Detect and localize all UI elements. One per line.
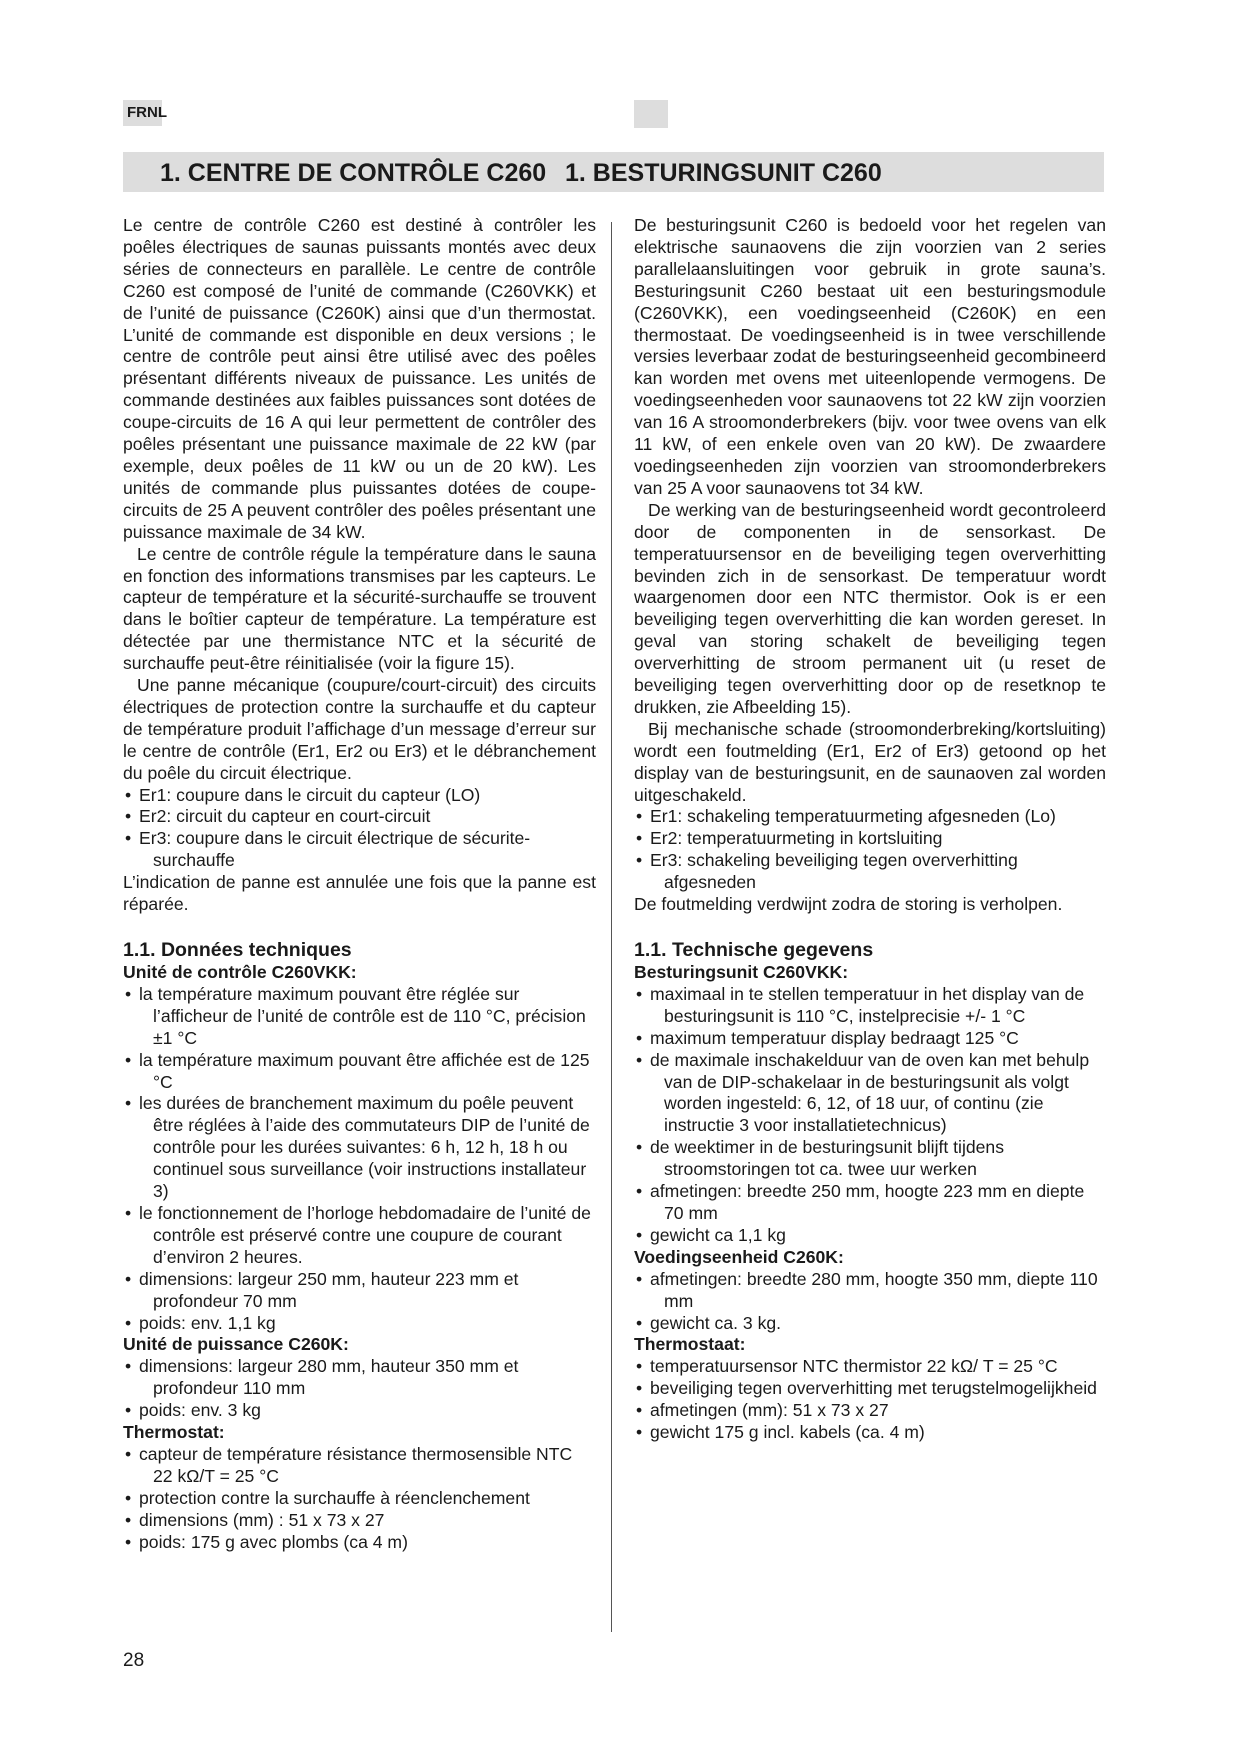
- list-item: • afmetingen: breedte 280 mm, hoogte 350 mm, diepte 110 mm: [634, 1269, 1106, 1313]
- error-item: • Er2: circuit du capteur en court-circuit: [123, 806, 596, 828]
- intro-paragraph: De besturingsunit C260 is bedoeld voor het regelen van elektrische saunaovens die zijn voorzien van 2 series parallelaansluitingen voor gebruik in grote sauna’s. Besturingsunit C260 bestaat uit een besturingsmodule (C260VKK), een voedingseenheid (C260K) en een thermostaat. De voedingseenheid is in twee verschillende versies leverbaar zodat de besturingseenheid gecombineerd kan worden met ovens met uiteenlopende vermogens. De voedingseenheden voor saunaovens tot 22 kW zijn voorzien van 16 A stroomonderbrekers (bijv. voor twee ovens van elk 11 kW, of een enkele oven van 20 kW). De zwaardere voedingseenheden zijn voorzien van stroomonderbrekers van 25 A voor saunaovens tot 34 kW.: [634, 215, 1106, 498]
- column-divider: [611, 222, 612, 1632]
- list-item: • les durées de branchement maximum du poêle peuvent être réglées à l’aide des commutateurs DIP de l’unité de contrôle pour les durées suivantes: 6 h, 12 h, 18 h ou continuel sous surveillance (voir instructions installateur 3): [123, 1093, 596, 1203]
- list-item: • protection contre la surchauffe à réenclenchement: [123, 1488, 596, 1510]
- list-item: • afmetingen: breedte 250 mm, hoogte 223 mm en diepte 70 mm: [634, 1181, 1106, 1225]
- list-item: • beveiliging tegen oververhitting met terugstelmogelijkheid: [634, 1378, 1106, 1400]
- list-item: • gewicht ca 1,1 kg: [634, 1225, 1106, 1247]
- dutch-column: [634, 215, 1106, 1444]
- power-unit-list: [123, 1356, 596, 1422]
- error-list: [634, 806, 1106, 894]
- power-unit-heading: Unité de puissance C260K:: [123, 1334, 349, 1355]
- fault-reset-paragraph: L’indication de panne est annulée une fois que la panne est réparée.: [123, 872, 596, 915]
- sensor-paragraph: De werking van de besturingseenheid wordt gecontroleerd door de componenten in de sensorkast. De temperatuursensor en de beveiliging tegen oververhitting bevinden zich in de sensorkast. De temperatuur wordt waargenomen door een NTC thermistor. Ook is er een beveiliging tegen oververhitting die kan worden gereset. In geval van storing schakelt de beveiliging tegen oververhitting de stroom permanent uit (u reset de beveiliging tegen oververhitting door op de resetknop te drukken, zie Afbeelding 15).: [634, 499, 1106, 717]
- control-unit-list: [634, 984, 1106, 1247]
- list-item: • dimensions: largeur 280 mm, hauteur 350 mm et profondeur 110 mm: [123, 1356, 596, 1400]
- error-item: • Er1: coupure dans le circuit du capteur (LO): [123, 785, 596, 807]
- intro-paragraph: Le centre de contrôle C260 est destiné à contrôler les poêles électriques de saunas puissants montés avec deux séries de connecteurs en parallèle. Le centre de contrôle C260 est composé de l’unité de commande (C260VKK) et de l’unité de puissance (C260K) ainsi que d’un thermostat. L’unité de commande est disponible en deux versions ; le centre de contrôle peut ainsi être utilisé avec des poêles présentant différents niveaux de puissance. Les unités de commande destinées aux faibles puissances sont dotées de coupe-circuits de 16 A qui leur permettent de contrôler des poêles présentant une puissance maximale de 22 kW (par exemple, deux poêles de 11 kW ou un de 20 kW). Les unités de commande plus puissantes dotées de coupe-circuits de 25 A peuvent contrôler des poêles présentant une puissance maximale de 34 kW.: [123, 215, 596, 542]
- thermostat-heading: Thermostaat:: [634, 1334, 746, 1355]
- page-number: 28: [123, 1650, 145, 1671]
- error-item: • Er3: coupure dans le circuit électrique de sécurite-surchauffe: [123, 828, 596, 872]
- list-item: • la température maximum pouvant être affichée est de 125 °C: [123, 1050, 596, 1094]
- list-item: • la température maximum pouvant être réglée sur l’afficheur de l’unité de contrôle est de 110 °C, précision ±1 °C: [123, 984, 596, 1050]
- list-item: • le fonctionnement de l’horloge hebdomadaire de l’unité de contrôle est préservé contre une coupure de courant d’environ 2 heures.: [123, 1203, 596, 1269]
- list-item: • dimensions (mm) : 51 x 73 x 27: [123, 1510, 596, 1532]
- list-item: • gewicht ca. 3 kg.: [634, 1313, 1106, 1335]
- power-unit-heading: Voedingseenheid C260K:: [634, 1246, 844, 1267]
- control-unit-list: [123, 984, 596, 1335]
- list-item: • de weektimer in de besturingsunit blijft tijdens stroomstoringen tot ca. twee uur werken: [634, 1137, 1106, 1181]
- page-title-nl: 1. BESTURINGSUNIT C260: [565, 159, 882, 187]
- list-item: • gewicht 175 g incl. kabels (ca. 4 m): [634, 1422, 1106, 1444]
- grey-marker: [634, 100, 668, 128]
- fault-paragraph: Bij mechanische schade (stroomonderbreking/kortsluiting) wordt een foutmelding (Er1, Er2 of Er3) getoond op het display van de besturingsunit, en de saunaoven zal worden uitgeschakeld.: [634, 718, 1106, 805]
- list-item: • poids: env. 3 kg: [123, 1400, 596, 1422]
- list-item: • de maximale inschakelduur van de oven kan met behulp van de DIP-schakelaar in de besturingsunit als volgt worden ingesteld: 6, 12, of 18 uur, of continu (zie instructie 3 voor installatietechnicus): [634, 1050, 1106, 1138]
- page-title-fr: 1. CENTRE DE CONTRÔLE C260: [160, 159, 547, 187]
- language-tag: FRNL: [123, 100, 162, 126]
- list-item: • capteur de température résistance thermosensible NTC 22 kΩ/T = 25 °C: [123, 1444, 596, 1488]
- fault-reset-paragraph: De foutmelding verdwijnt zodra de storing is verholpen.: [634, 894, 1063, 915]
- error-item: • Er2: temperatuurmeting in kortsluiting: [634, 828, 1106, 850]
- sensor-paragraph: Le centre de contrôle régule la température dans le sauna en fonction des informations transmises par les capteurs. Le capteur de température et la sécurité-surchauffe se trouvent dans le boîtier capteur de température. La température est détectée par une thermistance NTC et la sécurité de surchauffe peut-être réinitialisée (voir la figure 15).: [123, 543, 596, 674]
- fault-paragraph: Une panne mécanique (coupure/court-circuit) des circuits électriques de protection contre la surchauffe et du capteur de température produit l’affichage d’un message d’erreur sur le centre de contrôle (Er1, Er2 ou Er3) et le débranchement du poêle du circuit électrique.: [123, 675, 596, 783]
- french-column: [123, 215, 596, 1553]
- tech-data-heading: 1.1. Données techniques: [123, 939, 352, 961]
- error-item: • Er3: schakeling beveiliging tegen oververhitting afgesneden: [634, 850, 1106, 894]
- control-unit-heading: Besturingsunit C260VKK:: [634, 962, 849, 982]
- thermostat-list: [123, 1444, 596, 1554]
- list-item: • maximaal in te stellen temperatuur in het display van de besturingsunit is 110 °C, instelprecisie +/- 1 °C: [634, 984, 1106, 1028]
- control-unit-heading: Unité de contrôle C260VKK:: [123, 962, 357, 982]
- list-item: • dimensions: largeur 250 mm, hauteur 223 mm et profondeur 70 mm: [123, 1269, 596, 1313]
- list-item: • temperatuursensor NTC thermistor 22 kΩ/ T = 25 °C: [634, 1356, 1106, 1378]
- error-list: [123, 785, 596, 873]
- tech-data-heading: 1.1. Technische gegevens: [634, 939, 874, 961]
- thermostat-heading: Thermostat:: [123, 1422, 225, 1443]
- list-item: • afmetingen (mm): 51 x 73 x 27: [634, 1400, 1106, 1422]
- list-item: • poids: 175 g avec plombs (ca 4 m): [123, 1532, 596, 1554]
- error-item: • Er1: schakeling temperatuurmeting afgesneden (Lo): [634, 806, 1106, 828]
- list-item: • maximum temperatuur display bedraagt 125 °C: [634, 1028, 1106, 1050]
- power-unit-list: [634, 1269, 1106, 1335]
- thermostat-list: [634, 1356, 1106, 1444]
- list-item: • poids: env. 1,1 kg: [123, 1313, 596, 1335]
